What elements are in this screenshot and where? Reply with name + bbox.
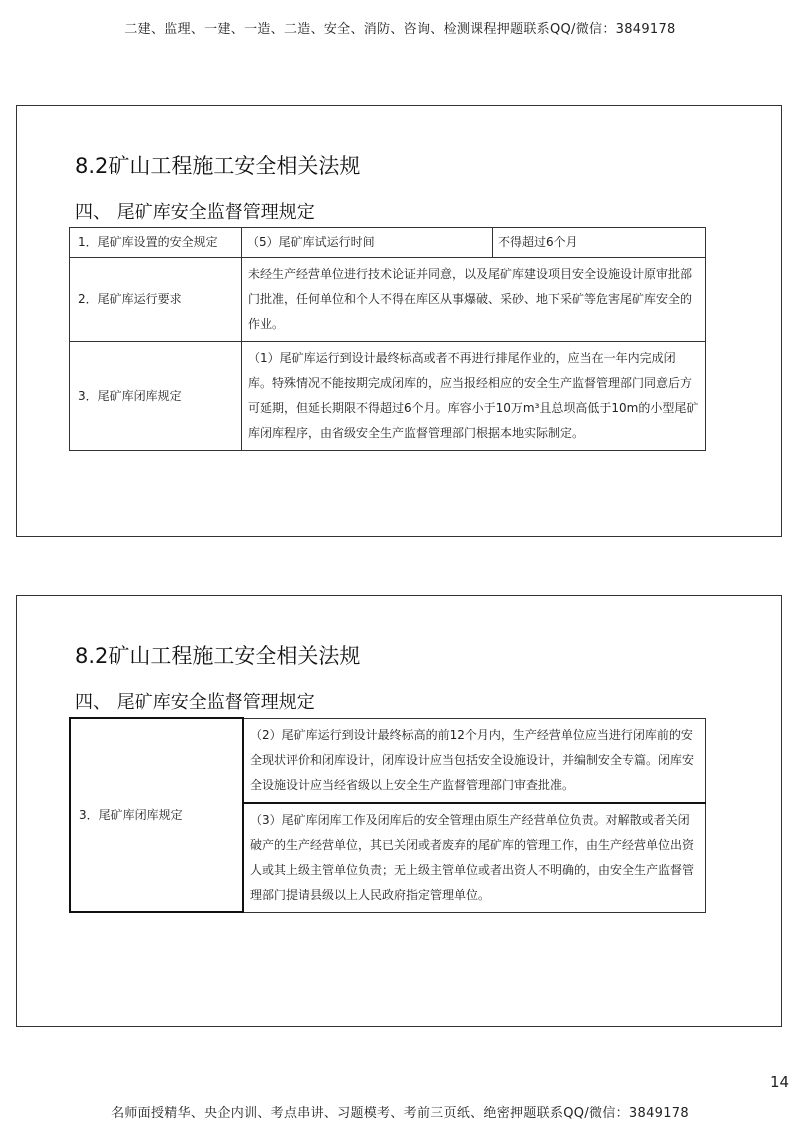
row-content: （2）尾矿库运行到设计最终标高的前12个月内，生产经营单位应当进行闭库前的安全现状评价和闭库设计，闭库设计应当包括安全设施设计，并编制安全专篇。闭库安全设施设计应当经省级以上安全生产监督管理部门审查批准。 xyxy=(243,718,706,803)
section-title: 四、 尾矿库安全监督管理规定 xyxy=(75,202,315,223)
row-label: 1．尾矿库设置的安全规定 xyxy=(70,228,242,258)
row-label: 3．尾矿库闭库规定 xyxy=(70,718,243,912)
row-label: 2．尾矿库运行要求 xyxy=(70,258,242,342)
regulation-table xyxy=(69,717,706,913)
row-item: （5）尾矿库试运行时间 xyxy=(242,228,493,258)
row-content: （1）尾矿库运行到设计最终标高或者不再进行排尾作业的，应当在一年内完成闭库。特殊情况不能按期完成闭库的，应当报经相应的安全生产监督管理部门同意后方可延期，但延长期限不得超过6个月。库容小于10万m³且总坝高低于10m的小型尾矿库闭库程序，由省级安全生产监督管理部门根据本地实际制定。 xyxy=(242,342,706,451)
page-footer: 名师面授精华、央企内训、考点串讲、习题模考、考前三页纸、绝密押题联系QQ/微信：3849178 xyxy=(111,1106,689,1121)
row-label: 3．尾矿库闭库规定 xyxy=(70,342,242,451)
slide-title: 8.2矿山工程施工安全相关法规 xyxy=(75,154,361,178)
row-content: 未经生产经营单位进行技术论证并同意，以及尾矿库建设项目安全设施设计原审批部门批准，任何单位和个人不得在库区从事爆破、采砂、地下采矿等危害尾矿库安全的作业。 xyxy=(242,258,706,342)
table-row xyxy=(70,228,706,258)
regulation-table xyxy=(69,227,706,451)
table-row xyxy=(70,342,706,451)
page-number: 14 xyxy=(770,1073,790,1091)
section-title: 四、 尾矿库安全监督管理规定 xyxy=(75,692,315,713)
table-row xyxy=(70,718,706,803)
slide-1 xyxy=(16,105,782,537)
row-value: 不得超过6个月 xyxy=(493,228,706,258)
page-header: 二建、监理、一建、一造、二造、安全、消防、咨询、检测课程押题联系QQ/微信：3849178 xyxy=(124,22,676,37)
table-row xyxy=(70,258,706,342)
slide-title: 8.2矿山工程施工安全相关法规 xyxy=(75,644,361,668)
slide-2 xyxy=(16,595,782,1027)
row-content: （3）尾矿库闭库工作及闭库后的安全管理由原生产经营单位负责。对解散或者关闭破产的生产经营单位，其已关闭或者废弃的尾矿库的管理工作，由生产经营单位出资人或其上级主管单位负责；无上级主管单位或者出资人不明确的，由安全生产监督管理部门提请县级以上人民政府指定管理单位。 xyxy=(243,803,706,913)
